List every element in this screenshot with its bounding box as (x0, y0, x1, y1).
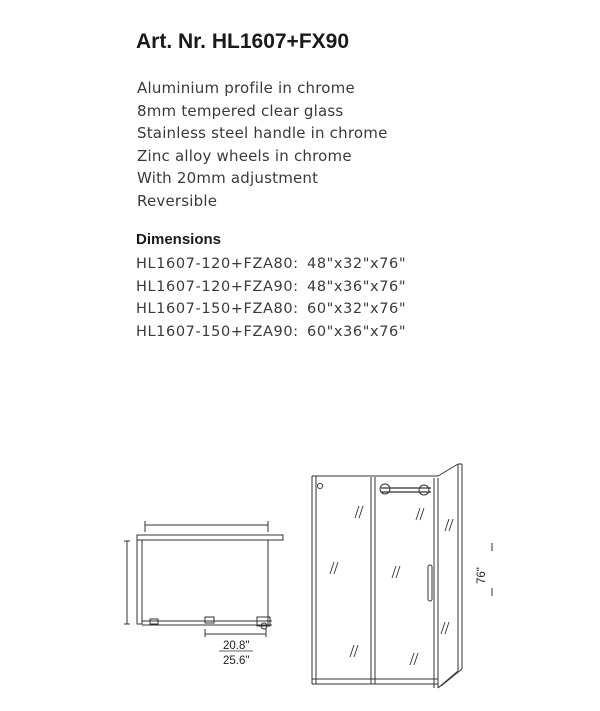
return-panel-top (438, 464, 458, 476)
feature-item: Reversible (137, 191, 218, 210)
front-view-drawing (312, 464, 492, 688)
dimensions-heading: Dimensions (136, 231, 222, 248)
roller-wheel (419, 485, 429, 495)
roller (205, 617, 214, 623)
model-size: 60"x36"x76" (307, 323, 407, 340)
feature-item: Aluminium profile in chrome (137, 79, 355, 97)
model-size: 48"x32"x76" (307, 256, 407, 272)
top-view-drawing (124, 521, 283, 637)
feature-item: Stainless steel handle in chrome (137, 124, 388, 143)
model-code: HL1607-150+FZA90: (136, 323, 299, 340)
model-code: HL1607-150+FZA80: (136, 301, 299, 318)
outer-width-label: 25.6" (223, 655, 250, 667)
feature-item: 8mm tempered clear glass (137, 101, 344, 120)
model-code: HL1607-120+FZA90: (136, 278, 299, 295)
return-panel-bottom (441, 669, 462, 686)
fixing-bracket (318, 484, 323, 489)
feature-item: Zinc alloy wheels in chrome (137, 146, 352, 165)
product-title: Art. Nr. HL1607+FX90 (136, 30, 350, 53)
inner-width-label: 20.8" (223, 640, 250, 652)
height-label: 76" (476, 567, 488, 584)
model-size: 60"x32"x76" (307, 301, 407, 318)
feature-item: With 20mm adjustment (137, 169, 319, 188)
fixed-panel-top (137, 535, 283, 540)
model-size: 48"x36"x76" (307, 278, 407, 295)
glass-reflection-marks (330, 506, 453, 665)
model-code: HL1607-120+FZA80: (136, 256, 299, 272)
door-handle (428, 565, 432, 601)
return-panel (137, 540, 142, 624)
